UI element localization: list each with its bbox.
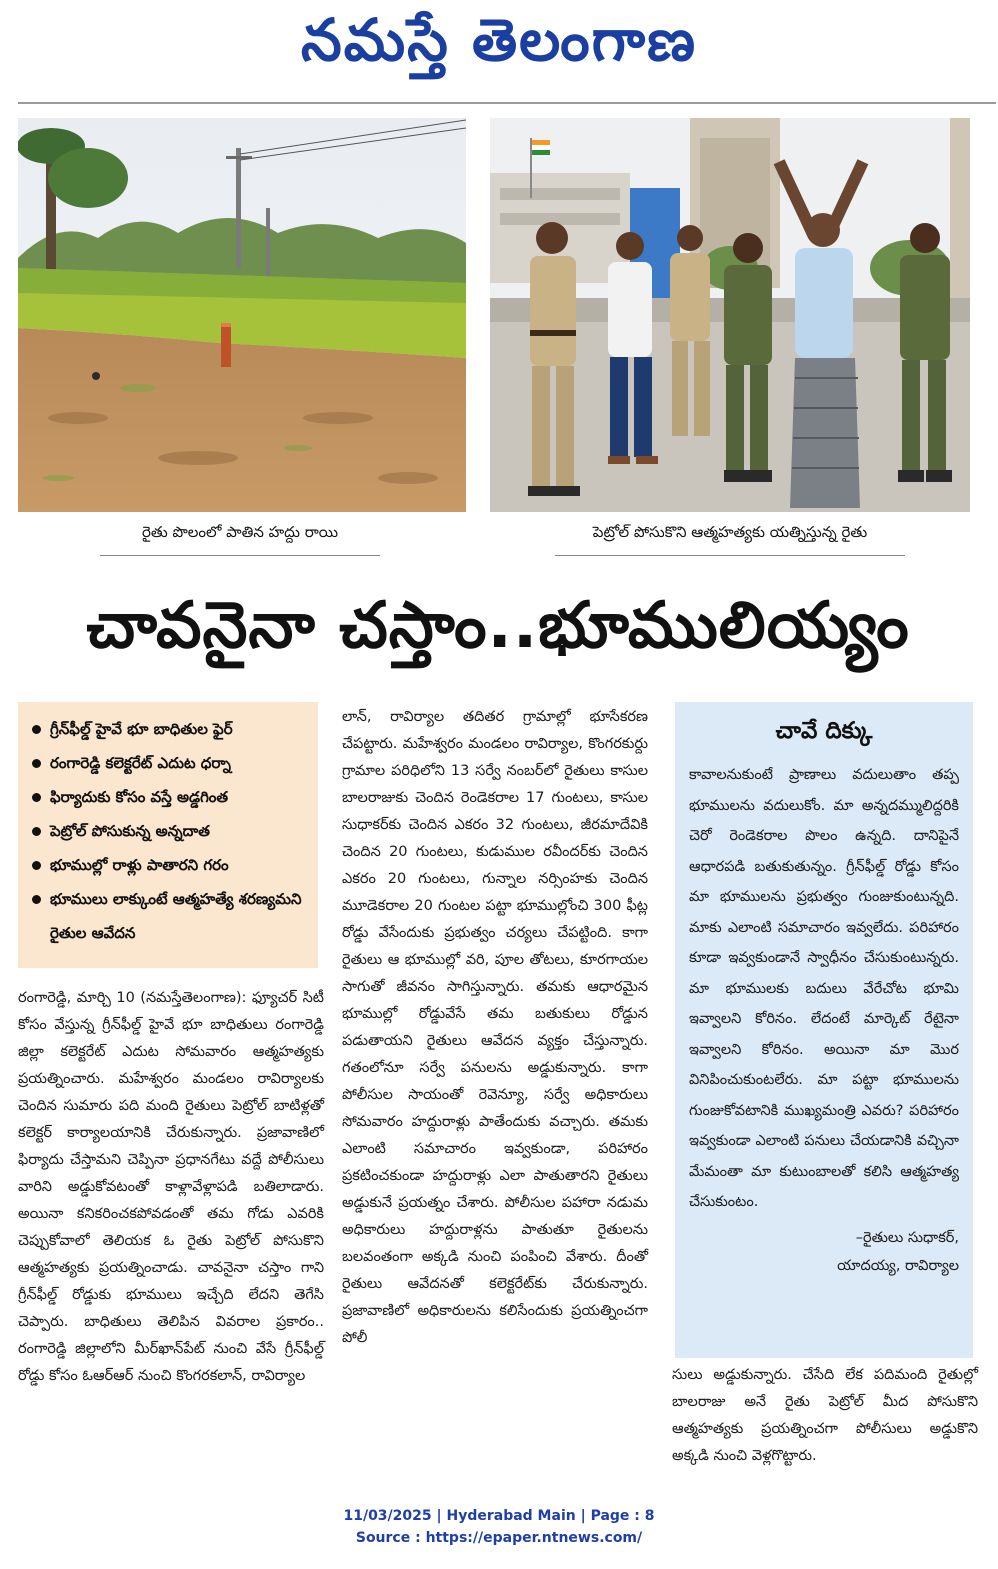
- protest-photo-illustration: [490, 118, 970, 512]
- highlight-item: భూముల్లో రాళ్లు పాతారని గరం: [28, 848, 310, 882]
- bullet-icon: [32, 895, 41, 904]
- field-photo-illustration: [18, 118, 466, 512]
- bullet-icon: [32, 861, 41, 870]
- bullet-icon: [32, 759, 41, 768]
- article-column-1: [18, 985, 324, 1390]
- highlight-item: రంగారెడ్డి కలెక్టరేట్ ఎదుట ధర్నా: [28, 746, 310, 780]
- highlight-item: పెట్రోల్ పోసుకున్న అన్నదాత: [28, 814, 310, 848]
- highlights-box: [18, 702, 318, 968]
- newspaper-title: నమస్తే తెలంగాణ: [301, 6, 697, 74]
- bullet-icon: [32, 725, 41, 734]
- article-column-2: [342, 704, 648, 1352]
- bullet-icon: [32, 793, 41, 802]
- highlight-item: ఫిర్యాదుకు కోసం వస్తే అడ్డగింత: [28, 780, 310, 814]
- field-photo: [18, 118, 466, 512]
- masthead-rule: [18, 102, 996, 104]
- article-text: రంగారెడ్డి, మార్చి 10 (నమస్తేతెలంగాణ): ఫ్యూచర్ సిటీ కోసం వేస్తున్న గ్రీన్‌ఫీల్డ్ హైవే భూ బాధితులు రంగారెడ్డి జిల్లా కలెక్టరేట్ ఎదుట సోమవారం ఆత్మహత్యకు ప్రయత్నించారు. మహేశ్వరం మండలం రావిర్యాలకు చెందిన సుమారు పది మంది రైతులు పెట్రోల్ బాటిళ్లతో కలెక్టర్ కార్యాలయానికి చేరుకున్నారు. ప్రజావాణిలో ఫిర్యాదు చేస్తామని చెప్పినా ప్రధానగేటు వద్దే పోలీసులు వారిని అడ్డుకోవటంతో కాళ్లావేళ్లాపడి బతిలాడారు. అయినా కనికరించకపోవడంతో తమ గోడు ఎవరికి చెప్పుకోవాలో తెలియక ఓ రైతు పెట్రోల్ పోసుకొని ఆత్మహత్యకు ప్రయత్నించాడు. చావనైనా చస్తాం గాని గ్రీన్‌ఫీల్డ్ రోడ్డుకు భూములు ఇచ్చేది లేదని తెగేసి చెప్పారు. బాధితులు తెలిపిన వివరాల ప్రకారం.. రంగారెడ్డి జిల్లాలోని మీర్‌ఖాన్‌పేట్ నుంచి వేసే గ్రీన్‌ఫీల్డ్ రోడ్డు కోసం ఓఆర్ఆర్ నుంచి కొంగరకలాన్, రావిర్యాల: [18, 990, 324, 1384]
- headline: చావనైనా చస్తాం..భూములియ్యం: [86, 589, 910, 663]
- right-photo-caption: పెట్రోల్ పోసుకొని ఆత్మహత్యకు యత్నిస్తున్న రైతు: [592, 523, 868, 541]
- article-text: సులు అడ్డుకున్నారు. చేసేది లేక పదిమంది రైతుల్లో బాలరాజు అనే రైతు పెట్రోల్ మీద పోసుకొని ఆత్మహత్యకు ప్రయత్నించగా పోలీసులు అడ్డుకొని అక్కడి నుంచి వెళ్లగొట్టారు.: [672, 1367, 978, 1464]
- right-caption-rule: [555, 555, 905, 556]
- boundary-stone: [221, 323, 231, 367]
- masthead: [0, 0, 998, 100]
- footer-source: Source : https://epaper.ntnews.com/: [355, 1530, 643, 1546]
- sidebar-quote-box: [675, 702, 973, 1358]
- bullet-icon: [32, 827, 41, 836]
- sidebar-attribution-2: యాదయ్య, రావిర్యాల: [837, 1257, 959, 1274]
- article-column-3: [672, 1362, 978, 1470]
- highlight-item: భూములు లాక్కుంటే ఆత్మహత్యే శరణ్యమని రైతుల ఆవేదన: [28, 882, 310, 950]
- sidebar-attribution-1: –రైతులు సుధాకర్,: [855, 1229, 959, 1246]
- sidebar-heading: చావే దిక్కు: [775, 718, 873, 744]
- protest-photo: [490, 118, 970, 512]
- left-caption-rule: [100, 555, 380, 556]
- left-photo-caption: రైతు పొలంలో పాతిన హద్దు రాయి: [141, 523, 339, 541]
- highlight-item: గ్రీన్‌ఫీల్డ్ హైవే భూ బాధితుల ఫైర్: [28, 712, 310, 746]
- article-text: లాన్, రావిర్యాల తదితర గ్రామాల్లో భూసేకరణ చేపట్టారు. మహేశ్వరం మండలం రావిర్యాల, కొంగరకుర్దు గ్రామాల పరిధిలోని 13 సర్వే నంబర్‌లో రైతులు కాసుల బాలరాజుకు చెందిన రెండెకరాల 17 గుంటలు, కాసుల సుధాకర్‌కు చెందిన ఎకరం 32 గుంటలు, జీరమాదేవికి చెందిన 20 గుంటలు, కుడుముల రవీందర్‌కు చెందిన ఎకరం 20 గుంటలు, గున్నాల నర్సింహకు చెందిన మూడెకరాల 20 గుంటల పట్టా భూముల్లోంచి 300 ఫీట్ల రోడ్డు వేసేందుకు ప్రభుత్వం చర్యలు చేపట్టింది. కాగా రైతులు ఆ భూముల్లో వరి, పూల తోటలు, కూరగాయల సాగుతో జీవనం సాగిస్తున్నారు. తమకు ఆధారమైన భూముల్లో రోడ్డువేసే తమ బతుకులు రోడ్డున పడుతాయని రైతులు ఆవేదన వ్యక్తం చేస్తున్నారు. గతంలోనూ సర్వే పనులను అడ్డుకున్నారు. కాగా పోలీసుల సాయంతో రెవెన్యూ, సర్వే అధికారులు సోమవారం హద్దురాళ్లు పాతేందుకు వచ్చారు. తమకు ఎలాంటి సమాచారం ఇవ్వకుండా, పరిహారం ప్రకటించకుండా హద్దురాళ్లు ఎలా పాతుతారని రైతులు అడ్డుకునే ప్రయత్నం చేశారు. పోలీసుల పహారా నడుమ అధికారులు హద్దురాళ్లను పాతుతూ రైతులను బలవంతంగా అక్కడి నుంచి పంపించి వేశారు. దీంతో రైతులు ఆవేదనతో కలెక్టరేట్‌కు చేరుకున్నారు. ప్రజావాణిలో అధికారులను కలిసేందుకు ప్రయత్నించగా పోలీ: [342, 709, 648, 1346]
- footer-edition-info: 11/03/2025 | Hyderabad Main | Page : 8: [343, 1508, 655, 1524]
- sidebar-quote: కావాలనుకుంటే ప్రాణాలు వదులుతాం తప్ప భూములను వదులుకోం. మా అన్నదమ్ములిద్దరికి చెరో రెండెకరాల పొలం ఉన్నది. దానిపైనే ఆధారపడి బతుకుతున్నం. గ్రీన్‌ఫీల్డ్ రోడ్డు కోసం మా భూములను ప్రభుత్వం గుంజుకుంటున్నది. మాకు ఎలాంటి సమాచారం ఇవ్వలేదు. పరిహారం కూడా ఇవ్వకుండానే స్వాధీనం చేసుకుంటున్నరు. మా భూములకు బదులు వేరేచోట భూమి ఇవ్వాలని కోరినం. లేదంటే మార్కెట్ రేటైనా ఇవ్వాలని కోరినం. అయినా మా మొర వినిపించుకుంటలేరు. మా పట్టా భూములను గుంజుకోవటానికి ముఖ్యమంత్రి ఎవరు? పరిహారం ఇవ్వకుండా ఎలాంటి పనులు చేయడానికి వచ్చినా మేమంతా మా కుటుంబాలతో కలిసి ఆత్మహత్య చేసుకుంటం.: [689, 767, 959, 1210]
